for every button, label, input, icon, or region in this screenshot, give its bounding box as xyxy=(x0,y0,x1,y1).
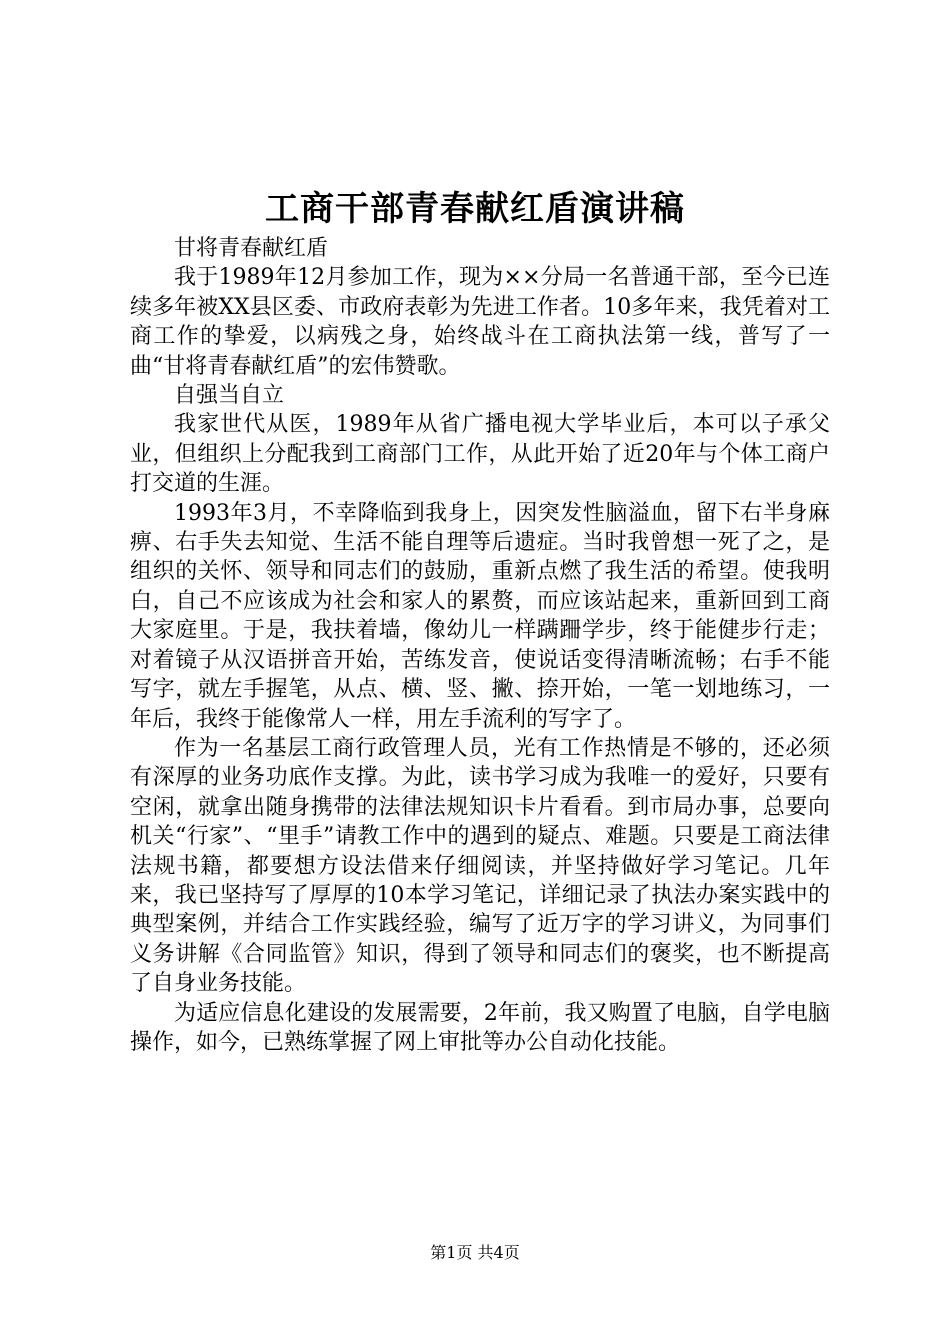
document-body xyxy=(130,234,830,1057)
body-paragraph: 作为一名基层工商行政管理人员，光有工作热情是不够的，还必须有深厚的业务功底作支撑。为此，读书学习成为我唯一的爱好，只要有空闲，就拿出随身携带的法律法规知识卡片看看。到市局办事，总要向机关“行家”、“里手”请教工作中的遇到的疑点、难题。只要是工商法律法规书籍，都要想方设法借来仔细阅读，并坚持做好学习笔记。几年来，我已坚持写了厚厚的10本学习笔记，详细记录了执法办案实践中的典型案例，并结合工作实践经验，编写了近万字的学习讲义，为同事们义务讲解《合同监管》知识，得到了领导和同志们的褒奖，也不断提高了自身业务技能。 xyxy=(130,735,830,997)
body-paragraph: 我于1989年12月参加工作，现为××分局一名普通干部，至今已连续多年被XX县区委、市政府表彰为先进工作者。10多年来，我凭着对工商工作的挚爱，以病残之身，始终战斗在工商执法第一线，普写了一曲“甘将青春献红盾”的宏伟赞歌。 xyxy=(130,265,830,379)
document-title: 工商干部青春献红盾演讲稿 xyxy=(265,189,685,229)
section-heading: 甘将青春献红盾 xyxy=(174,236,329,261)
body-paragraph: 为适应信息化建设的发展需要，2年前，我又购置了电脑，自学电脑操作，如今，已熟练掌握了网上审批等办公自动化技能。 xyxy=(130,1000,830,1055)
body-paragraph: 我家世代从医，1989年从省广播电视大学毕业后，本可以子承父业，但组织上分配我到工商部门工作，从此开始了近20年与个体工商户打交道的生涯。 xyxy=(130,412,830,497)
page-number-footer: 第1页 共4页 xyxy=(430,1243,520,1262)
body-paragraph: 1993年3月，不幸降临到我身上，因突发性脑溢血，留下右半身麻痹、右手失去知觉、生活不能自理等后遗症。当时我曾想一死了之，是组织的关怀、领导和同志们的鼓励，重新点燃了我生活的希望。使我明白，自己不应该成为社会和家人的累赘，而应该站起来，重新回到工商大家庭里。于是，我扶着墙，像幼儿一样蹒跚学步，终于能健步行走；对着镜子从汉语拼音开始，苦练发音，使说话变得清晰流畅；右手不能写字，就左手握笔，从点、横、竖、撇、捺开始，一笔一划地练习，一年后，我终于能像常人一样，用左手流利的写字了。 xyxy=(130,500,830,732)
section-heading: 自强当自立 xyxy=(174,383,285,409)
